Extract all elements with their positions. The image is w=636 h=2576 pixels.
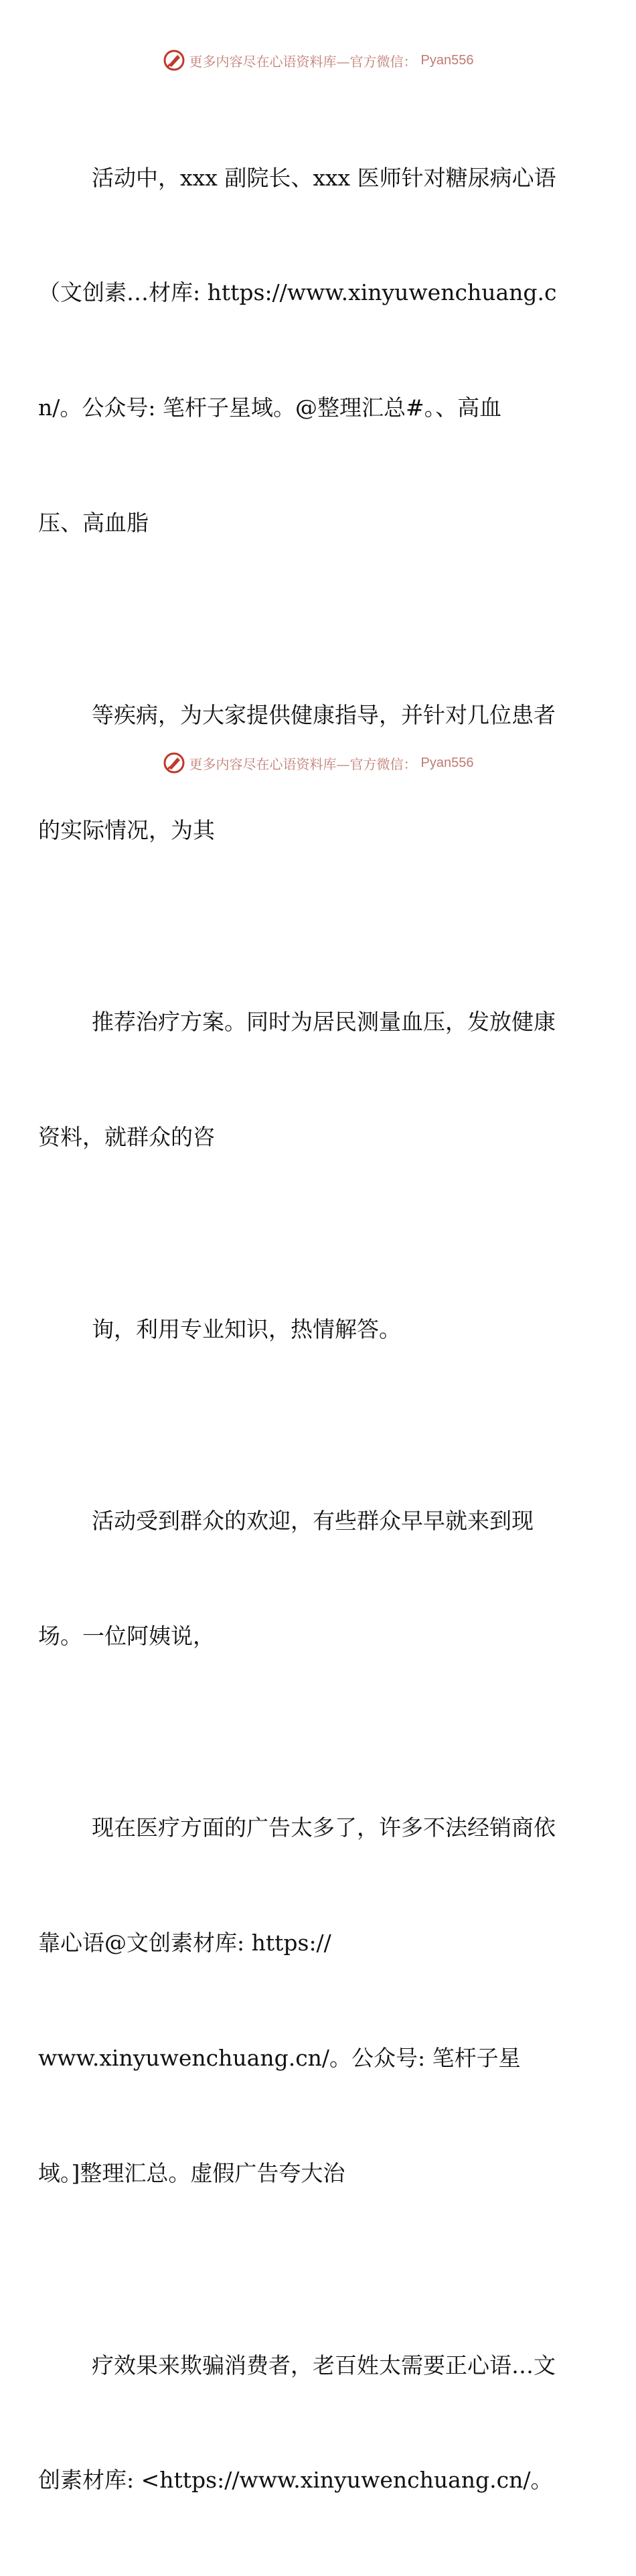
text-line: 场。一位阿姨说， bbox=[38, 1622, 215, 1649]
footer-banner bbox=[0, 749, 636, 776]
text-line: 创素材库: <https://www.xinyuwenchuang.cn/。 bbox=[38, 2467, 553, 2494]
paragraph bbox=[38, 82, 574, 619]
text-line: 的实际情况，为其 bbox=[38, 816, 215, 843]
text-line: www.xinyuwenchuang.cn/。公众号: 笔杆子星 bbox=[38, 2045, 521, 2072]
text-line: 现在医疗方面的广告太多了，许多不法经销商依 bbox=[92, 1814, 556, 1841]
text-line: n/。公众号: 笔杆子星域。@整理汇总#。、高血 bbox=[38, 395, 502, 421]
text-line: （文创素…材库: https://www.xinyuwenchuang.c bbox=[38, 279, 557, 306]
paragraph bbox=[65, 1233, 574, 1425]
text-line: 疗效果来欺骗消费者，老百姓太需要正心语…文 bbox=[92, 2352, 556, 2378]
brush-logo-icon bbox=[163, 49, 185, 72]
banner-account: Pyan556 bbox=[420, 52, 474, 68]
text-line: 活动中，xxx 副院长、xxx 医师针对糖尿病心语 bbox=[92, 164, 556, 191]
text-line: 询，利用专业知识，热情解答。 bbox=[92, 1315, 401, 1342]
text-line: 压、高血脂 bbox=[38, 510, 149, 536]
text-line: 靠心语@文创素材库: https:// bbox=[38, 1930, 331, 1956]
paragraph bbox=[38, 926, 574, 1233]
text-line: 资料，就群众的咨 bbox=[38, 1124, 215, 1151]
text-line: 等疾病，为大家提供健康指导，并针对几位患者 bbox=[92, 701, 556, 728]
paragraph bbox=[38, 1732, 574, 2269]
paragraph bbox=[38, 1425, 574, 1731]
text-line: 推荐治疗方案。同时为居民测量血压，发放健康 bbox=[92, 1009, 556, 1035]
banner-text: 更多内容尽在心语资料库—官方微信： bbox=[189, 53, 417, 70]
text-line: 活动受到群众的欢迎，有些群众早早就来到现 bbox=[92, 1507, 534, 1534]
text-line: 域。]整理汇总。虚假广告夸大治 bbox=[38, 2160, 345, 2187]
document-body bbox=[38, 82, 574, 2576]
banner-account: Pyan556 bbox=[420, 755, 474, 770]
brush-logo-icon bbox=[163, 752, 185, 774]
header-banner bbox=[0, 47, 636, 74]
banner-text: 更多内容尽在心语资料库—官方微信： bbox=[189, 756, 417, 772]
paragraph bbox=[38, 2269, 574, 2576]
